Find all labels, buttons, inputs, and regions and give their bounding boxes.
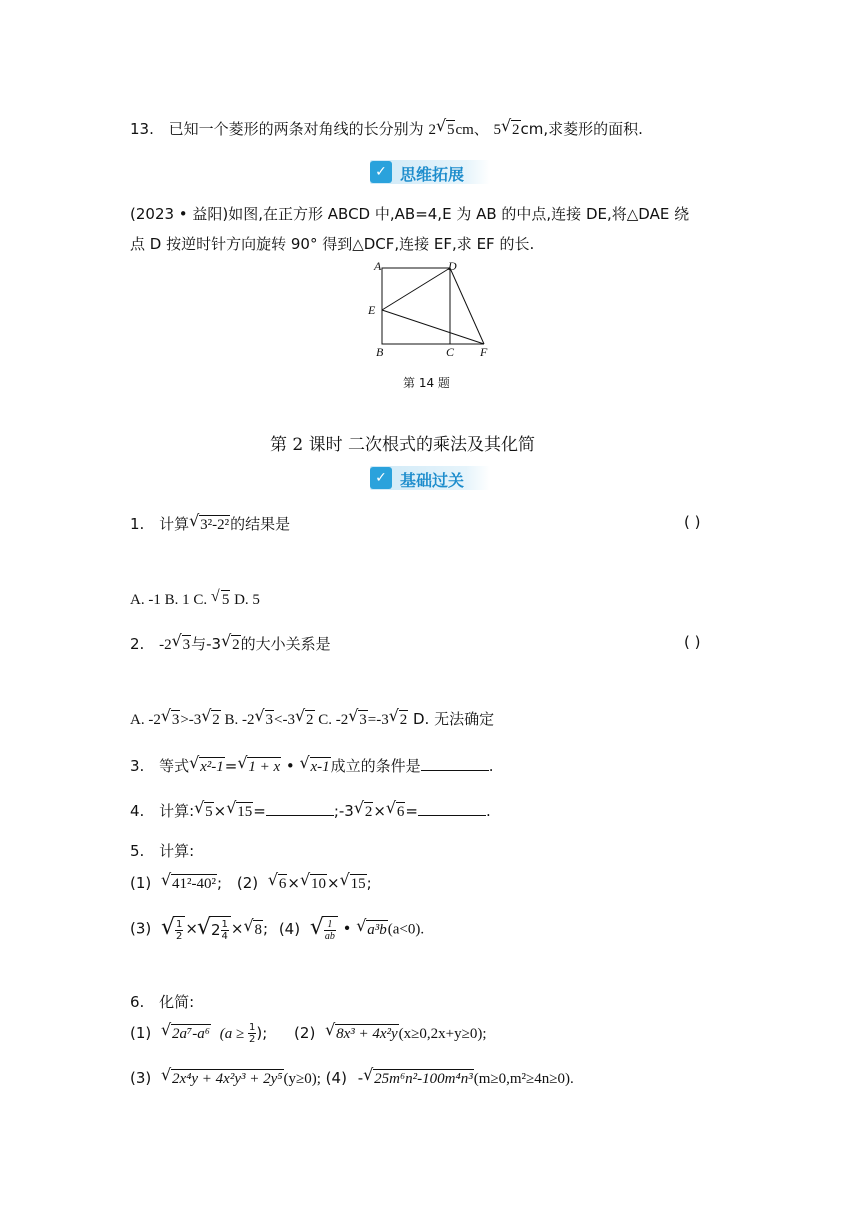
sqrt-expression: √ $\frac{1}{ab}$	[311, 916, 338, 942]
condition-text: (a<0).	[387, 921, 425, 938]
label-e: E	[368, 303, 376, 317]
sqrt-expression: √ 6	[269, 872, 288, 894]
square-abcd	[382, 268, 450, 344]
math-coefficient: 5	[493, 122, 502, 138]
question-6-part-1-2: (1) √ 2a⁷-a⁶ (a ≥ $\frac{1}{2}$ ); (2) √ 8x³ + 4x²y(x≥0,2x+y≥0);	[130, 1022, 487, 1045]
condition-text: (a ≥	[219, 1026, 248, 1042]
answer-blank[interactable]	[418, 799, 486, 816]
math-text: -2	[159, 637, 172, 653]
question-number: 5.	[130, 842, 145, 860]
condition-text: );	[256, 1024, 268, 1042]
question-2-options	[130, 708, 494, 731]
sqrt-expression: √ 3²-2²	[190, 513, 230, 535]
math-text: ;-3	[333, 802, 354, 820]
question-text: 计算:	[159, 802, 195, 820]
question-14-line1	[130, 203, 689, 225]
segment-df	[450, 268, 484, 344]
sqrt-expression: √ 2	[502, 118, 521, 140]
question-tail: 的结果是	[230, 515, 291, 533]
math-text: •	[281, 757, 300, 775]
question-tail: 成立的条件是	[330, 757, 421, 775]
part-label: (1)	[130, 874, 152, 892]
question-1	[130, 513, 290, 535]
math-text: =	[405, 802, 418, 820]
math-text: .	[488, 757, 494, 775]
question-tail: 的大小关系是	[240, 635, 331, 653]
question-5-part-3-4: (3) √ $\frac{1}{2}$ ×√ 2 $\frac{1}{4}$ ×√ 8; (4) √ $\frac{1}{ab}$ • √ a³b(a<0).	[130, 916, 424, 942]
segment-de	[382, 268, 450, 310]
geometry-figure	[362, 258, 502, 364]
condition-text: (m≥0,m²≥4n≥0).	[473, 1071, 574, 1087]
question-3	[130, 754, 493, 777]
question-number: 13.	[130, 120, 154, 138]
part-label: (4)	[278, 919, 301, 938]
question-text: 化简:	[159, 993, 195, 1011]
math-text: -	[357, 1069, 364, 1087]
label-a: A	[374, 259, 382, 273]
part-label: (1)	[130, 1024, 152, 1042]
option-b: B. -2	[220, 712, 255, 728]
check-icon: ✓	[370, 161, 392, 183]
question-1-options	[130, 589, 260, 611]
part-label: (2)	[236, 874, 259, 892]
question-5-part-1-2: (1) √ 41²-40²; (2) √ 6×√ 10×√ 15;	[130, 872, 372, 894]
question-number: 1.	[130, 515, 145, 533]
sqrt-expression: √ 10	[301, 872, 327, 894]
sqrt-expression: √ 15	[341, 872, 367, 894]
sqrt-expression: √ 3	[173, 633, 192, 655]
sqrt-expression: √ 8	[244, 918, 263, 940]
unit-text: cm、	[455, 122, 489, 138]
sqrt-expression: √ 2	[355, 800, 374, 822]
math-text: 与-3	[191, 635, 222, 653]
question-6-part-3-4	[130, 1067, 574, 1090]
sqrt-expression: √ 2x⁴y + 4x²y³ + 2y⁵	[162, 1067, 283, 1089]
sqrt-expression: √ 25m⁶n²-100m⁴n³	[364, 1067, 474, 1089]
question-2	[130, 633, 331, 656]
label-c: C	[446, 345, 455, 359]
math-text: ;	[262, 919, 269, 938]
question-number: 4.	[130, 802, 145, 820]
sqrt-expression: √ 3	[256, 708, 275, 730]
banner-label: 基础过关	[400, 471, 465, 490]
question-text: 已知一个菱形的两条对角线的长分别为	[168, 120, 424, 138]
question-tail: cm,求菱形的面积.	[520, 120, 643, 138]
label-d: D	[448, 259, 457, 273]
sqrt-expression: √ 5	[437, 118, 456, 140]
sqrt-expression: √ 2	[202, 708, 221, 730]
part-label: (2)	[294, 1024, 316, 1042]
sqrt-expression: √ 2	[222, 633, 241, 655]
math-text: =	[253, 802, 266, 820]
math-text: ×	[213, 802, 227, 820]
math-text: ×	[373, 802, 386, 820]
answer-paren: ( )	[684, 633, 701, 651]
question-text: 计算:	[159, 842, 195, 860]
question-text: 点 D 按逆时针方向旋转 90° 得到△DCF,连接 EF,求 EF 的长.	[130, 235, 535, 253]
question-13	[130, 118, 643, 141]
check-icon: ✓	[370, 467, 392, 489]
math-coefficient: 2	[428, 122, 436, 138]
sqrt-expression: √ 15	[227, 800, 253, 822]
section-banner-basics	[370, 466, 490, 490]
options-text: D. 5	[230, 592, 260, 608]
option-c: C. -2	[314, 712, 349, 728]
lesson-title: 第 2 课时 二次根式的乘法及其化简	[270, 435, 536, 455]
sqrt-expression: √ 2	[390, 708, 409, 730]
sqrt-expression: √ 2 $\frac{1}{4}$	[198, 916, 231, 942]
math-text: .	[485, 802, 491, 820]
sqrt-expression: √ 3	[162, 708, 181, 730]
part-label: (3)	[130, 919, 152, 938]
question-text: 等式	[159, 757, 190, 775]
sqrt-expression: √ 5	[195, 800, 214, 822]
label-f: F	[480, 345, 488, 359]
question-text: (2023 • 益阳)如图,在正方形 ABCD 中,AB=4,E 为 AB 的中点,连接 DE,将△DAE 绕	[130, 205, 690, 223]
figure-caption: 第 14 题	[403, 376, 450, 390]
sqrt-expression: √ 1 + x	[238, 755, 281, 777]
sqrt-expression: √ 5	[212, 589, 231, 611]
answer-blank[interactable]	[421, 754, 489, 771]
condition-text: (y≥0);	[283, 1071, 321, 1087]
condition-text: (x≥0,2x+y≥0);	[398, 1026, 487, 1042]
question-5	[130, 840, 194, 862]
question-text: 计算	[159, 515, 190, 533]
options-text: A. -1 B. 1 C.	[130, 592, 211, 608]
math-text: ;	[366, 874, 372, 892]
math-text: ;	[217, 874, 223, 892]
sqrt-expression: √ 6	[387, 800, 406, 822]
math-text: •	[337, 919, 357, 938]
part-label: (3)	[130, 1069, 152, 1087]
math-text: =	[224, 757, 238, 775]
sqrt-expression: √ $\frac{1}{2}$	[162, 916, 185, 942]
sqrt-expression: √ x²-1	[190, 755, 225, 777]
label-b: B	[376, 345, 384, 359]
question-number: 6.	[130, 993, 145, 1011]
option-a: A. -2	[130, 712, 161, 728]
question-4	[130, 799, 491, 822]
sqrt-expression: √ 2	[296, 708, 315, 730]
question-number: 2.	[130, 635, 145, 653]
segment-ef	[382, 310, 484, 344]
sqrt-expression: √ a³b	[357, 918, 388, 940]
answer-blank[interactable]	[266, 799, 334, 816]
question-14-line2	[130, 233, 534, 255]
option-d: D. 无法确定	[408, 710, 495, 728]
sqrt-expression: √ 41²-40²	[162, 872, 217, 894]
sqrt-expression: √ x-1	[301, 755, 331, 777]
sqrt-expression: √ 8x³ + 4x²y	[326, 1022, 399, 1044]
option-c-relation: =-3	[367, 712, 389, 728]
question-number: 3.	[130, 757, 145, 775]
answer-paren: ( )	[684, 513, 701, 531]
option-a-relation: >-3	[180, 712, 202, 728]
option-b-relation: <-3	[274, 712, 296, 728]
banner-label: 思维拓展	[400, 165, 465, 184]
question-6	[130, 991, 194, 1013]
part-label: (4)	[325, 1069, 347, 1087]
section-banner-thinking	[370, 160, 490, 184]
sqrt-expression: √ 2a⁷-a⁶	[162, 1022, 211, 1044]
sqrt-expression: √ 3	[349, 708, 368, 730]
